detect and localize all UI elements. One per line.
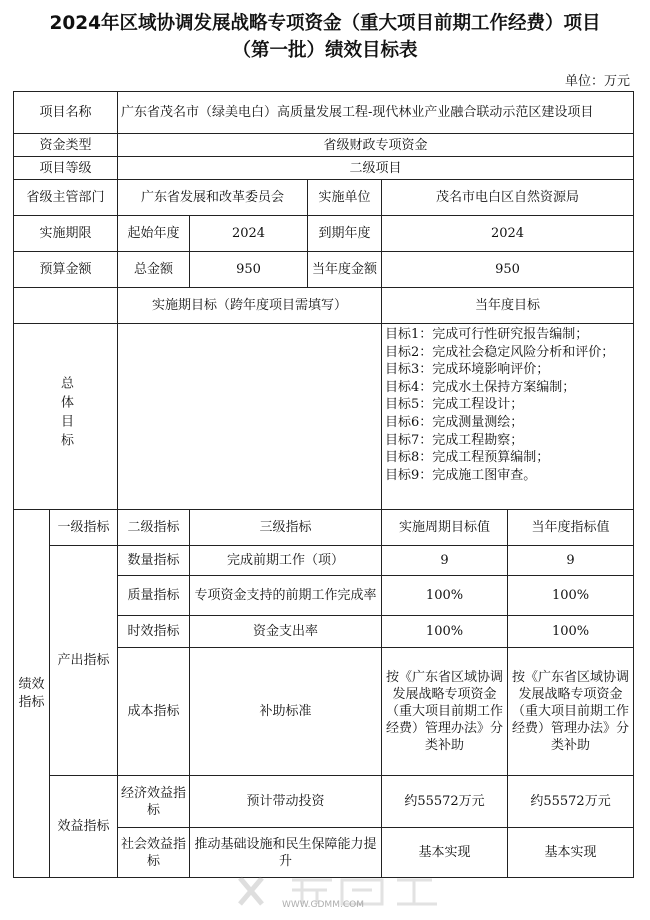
- start-year-label: 起始年度: [118, 216, 190, 252]
- row-budget: [14, 252, 634, 288]
- dept-value: 广东省发展和改革委员会: [118, 180, 308, 216]
- period-target-cell: 100%: [382, 616, 508, 648]
- level2-cell: 时效指标: [118, 616, 190, 648]
- goal-item: 目标4：完成水土保持方案编制；: [385, 379, 576, 395]
- overall-goal-label-text: 总体目标: [58, 376, 73, 452]
- overall-goal-label: [14, 324, 118, 510]
- level2-cell: 质量指标: [118, 576, 190, 616]
- period-target-cell: 基本实现: [382, 828, 508, 878]
- start-year-value: 2024: [190, 216, 308, 252]
- goal-item: 目标9：完成施工图审查。: [385, 467, 537, 483]
- performance-indicator-label: [14, 510, 50, 878]
- level-label: 项目等级: [14, 157, 118, 180]
- goal-item: 目标2：完成社会稳定风险分析和评价；: [385, 344, 615, 360]
- level3-cell: 补助标准: [190, 648, 382, 776]
- level2-cell: 经济效益指标: [118, 776, 190, 828]
- level3-cell: 预计带动投资: [190, 776, 382, 828]
- year-goal-list: [382, 324, 634, 510]
- row-indicator-headers: [14, 510, 634, 546]
- level3-cell: 推动基础设施和民生保障能力提升: [190, 828, 382, 878]
- end-year-label: 到期年度: [308, 216, 382, 252]
- total-amount-label: 总金额: [118, 252, 190, 288]
- end-year-value: 2024: [382, 216, 634, 252]
- row-level: [14, 157, 634, 180]
- row-project-name: [14, 92, 634, 134]
- fund-type-label: 资金类型: [14, 134, 118, 157]
- title-line-1: 2024年区域协调发展战略专项资金（重大项目前期工作经费）项目: [49, 13, 601, 34]
- impl-unit-label: 实施单位: [308, 180, 382, 216]
- period-target-cell: 9: [382, 546, 508, 576]
- year-goal-header: 当年度目标: [382, 288, 634, 324]
- period-target-cell: 按《广东省区域协调发展战略专项资金（重大项目前期工作经费）管理办法》分类补助: [382, 648, 508, 776]
- unit-label: 单位：万元: [564, 74, 630, 89]
- year-target-cell: 9: [508, 546, 634, 576]
- performance-goal-table: [13, 91, 634, 878]
- benefit-indicator-label: 效益指标: [50, 776, 118, 878]
- level3-cell: 完成前期工作（项）: [190, 546, 382, 576]
- level2-cell: 成本指标: [118, 648, 190, 776]
- period-label: 实施期限: [14, 216, 118, 252]
- table-row: [14, 546, 634, 576]
- fund-type-value: 省级财政专项资金: [118, 134, 634, 157]
- year-amount-label: 当年度金额: [308, 252, 382, 288]
- level2-cell: 社会效益指标: [118, 828, 190, 878]
- budget-label: 预算金额: [14, 252, 118, 288]
- header-year-target: 当年度指标值: [508, 510, 634, 546]
- goal-item: 目标8：完成工程预算编制；: [385, 450, 550, 466]
- goal-header-blank: [14, 288, 118, 324]
- watermark-url: WWW.GDMM.COM: [282, 900, 364, 910]
- period-goal-header: 实施期目标（跨年度项目需填写）: [118, 288, 382, 324]
- table-row: [14, 776, 634, 828]
- goal-item: 目标7：完成工程勘察；: [385, 432, 524, 448]
- period-target-cell: 100%: [382, 576, 508, 616]
- header-level2: 二级指标: [118, 510, 190, 546]
- dept-label: 省级主管部门: [14, 180, 118, 216]
- period-goal-value: [118, 324, 382, 510]
- year-target-cell: 约55572万元: [508, 776, 634, 828]
- year-target-cell: 100%: [508, 616, 634, 648]
- level3-cell: 专项资金支持的前期工作完成率: [190, 576, 382, 616]
- year-target-cell: 按《广东省区域协调发展战略专项资金（重大项目前期工作经费）管理办法》分类补助: [508, 648, 634, 776]
- output-indicator-label: 产出指标: [50, 546, 118, 776]
- project-name-label: 项目名称: [14, 92, 118, 134]
- row-department: [14, 180, 634, 216]
- goal-item: 目标5：完成工程设计；: [385, 397, 524, 413]
- total-amount-value: 950: [190, 252, 308, 288]
- level3-cell: 资金支出率: [190, 616, 382, 648]
- performance-indicator-text: 绩效指标: [18, 676, 45, 710]
- year-target-cell: 100%: [508, 576, 634, 616]
- goal-item: 目标6：完成测量测绘；: [385, 414, 524, 430]
- document-title: [0, 10, 650, 64]
- header-period-target: 实施周期目标值: [382, 510, 508, 546]
- row-period: [14, 216, 634, 252]
- project-name-value: 广东省茂名市（绿美电白）高质量发展工程-现代林业产业融合联动示范区建设项目: [118, 92, 634, 134]
- row-goal-headers: [14, 288, 634, 324]
- level-value: 二级项目: [118, 157, 634, 180]
- level2-cell: 数量指标: [118, 546, 190, 576]
- impl-unit-value: 茂名市电白区自然资源局: [382, 180, 634, 216]
- header-level3: 三级指标: [190, 510, 382, 546]
- header-level1: 一级指标: [50, 510, 118, 546]
- row-overall-goals: [14, 324, 634, 510]
- goal-item: 目标3：完成环境影响评价；: [385, 362, 550, 378]
- period-target-cell: 约55572万元: [382, 776, 508, 828]
- goal-item: 目标1：完成可行性研究报告编制；: [385, 327, 589, 342]
- year-target-cell: 基本实现: [508, 828, 634, 878]
- year-amount-value: 950: [382, 252, 634, 288]
- row-fund-type: [14, 134, 634, 157]
- title-line-2: （第一批）绩效目标表: [232, 40, 418, 61]
